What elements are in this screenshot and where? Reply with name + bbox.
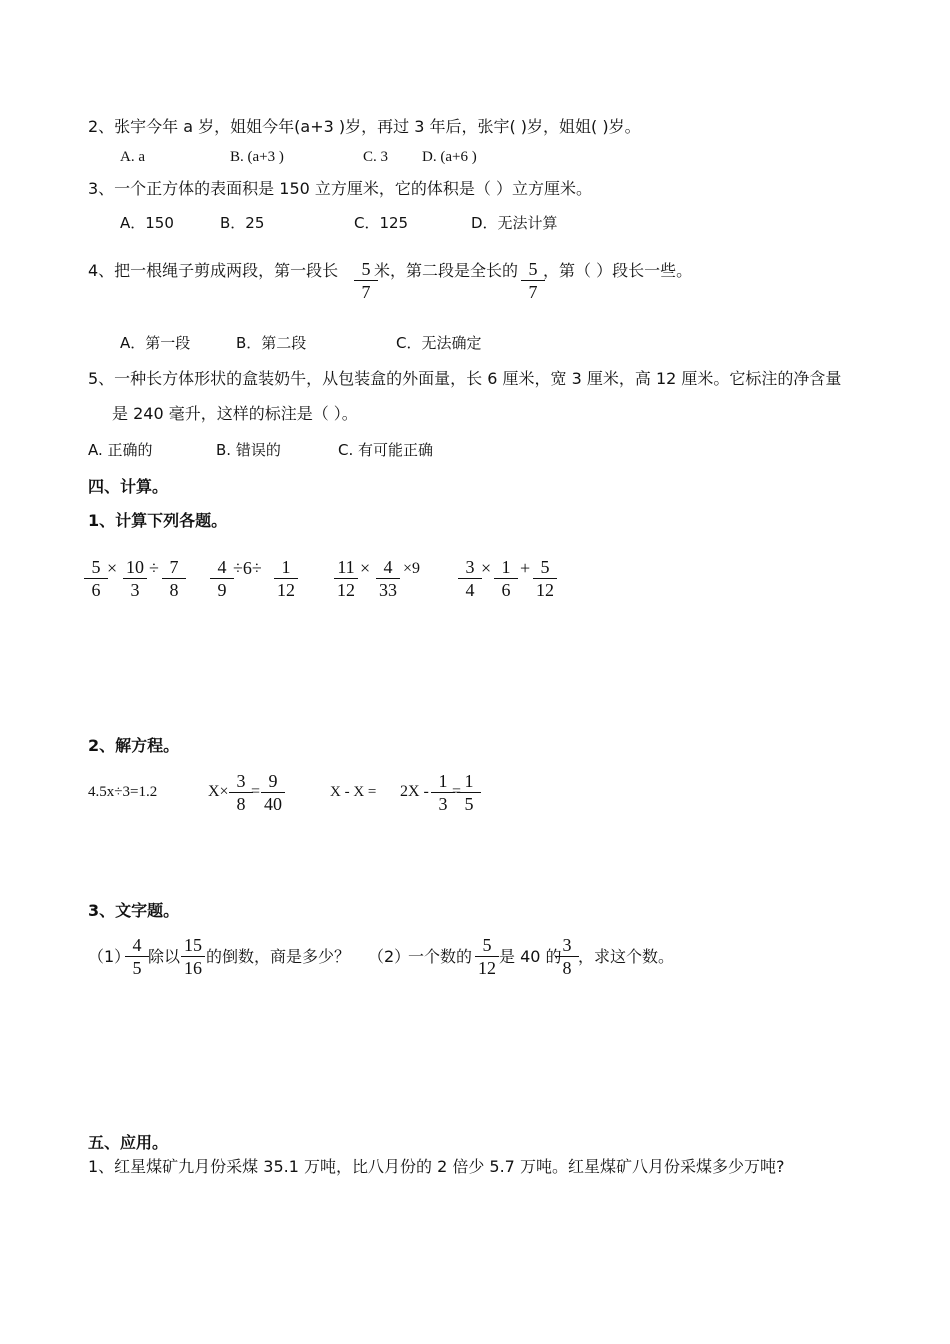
q2-option-d: D. (a+6 ) xyxy=(422,149,477,165)
expr2-op1: ÷6÷ xyxy=(233,558,262,578)
numerator: 1 xyxy=(457,771,481,793)
expr4-fraction-2 xyxy=(494,557,518,601)
expr3-op2: ×9 xyxy=(403,560,421,577)
denominator: 7 xyxy=(528,282,538,302)
equation-1: 4.5x÷3=1.2 xyxy=(88,784,158,800)
denominator: 6 xyxy=(501,580,511,600)
q3-option-d: D．无法计算 xyxy=(471,214,558,232)
q5-line2: 是 240 毫升，这样的标注是（ ）。 xyxy=(112,404,358,423)
numerator: 4 xyxy=(376,557,400,579)
q5-line1: 5、一种长方体形状的盒装奶牛，从包装盒的外面量，长 6 厘米，宽 3 厘米，高 12 厘米。它标注的净含量 xyxy=(88,369,842,388)
section-4-sub1-title: 1、计算下列各题。 xyxy=(88,511,228,530)
numerator: 1 xyxy=(494,557,518,579)
expr4-fraction-1 xyxy=(458,557,482,601)
numerator: 4 xyxy=(125,935,149,957)
q2-option-a: A. a xyxy=(120,149,145,165)
denominator: 12 xyxy=(536,580,554,600)
numerator: 11 xyxy=(334,557,358,579)
denominator: 12 xyxy=(277,580,295,600)
numerator: 15 xyxy=(181,935,205,957)
numerator: 10 xyxy=(123,557,147,579)
equation-2-equals: = xyxy=(251,783,261,800)
numerator: 5 xyxy=(475,935,499,957)
expr3-fraction-2 xyxy=(376,557,400,601)
q4-text-part3: ，第（ ）段长一些。 xyxy=(543,261,693,280)
denominator: 8 xyxy=(236,794,246,814)
numerator: 9 xyxy=(261,771,285,793)
denominator: 5 xyxy=(464,794,474,814)
expr1-op1: × xyxy=(107,558,118,578)
q4-option-c: C．无法确定 xyxy=(396,334,482,352)
word-problem-1-fraction-1 xyxy=(125,935,149,979)
numerator: 3 xyxy=(229,771,253,793)
numerator: 3 xyxy=(555,935,579,957)
equation-4-fraction-2 xyxy=(457,771,481,815)
q2-option-b: B. (a+3 ) xyxy=(230,149,284,165)
word-problem-2-label: （2） xyxy=(368,947,411,966)
q3-option-b: B．25 xyxy=(220,214,265,232)
denominator: 6 xyxy=(91,580,101,600)
q2-stem: 2、张宇今年 a 岁，姐姐今年(a+3 )岁，再过 3 年后，张宇( )岁，姐姐( )岁。 xyxy=(88,117,641,136)
equation-3: X - X = xyxy=(330,784,377,800)
q3-option-c: C．125 xyxy=(354,214,409,232)
q3-option-a: A．150 xyxy=(120,214,174,232)
q4-text-part1: 4、把一根绳子剪成两段，第一段长 xyxy=(88,261,339,280)
numerator: 5 xyxy=(354,259,378,281)
section-4-title: 四、计算。 xyxy=(88,477,169,496)
expr4-op1: × xyxy=(481,558,492,578)
word-problem-1-fraction-2 xyxy=(181,935,205,979)
q4-option-a: A．第一段 xyxy=(120,334,191,352)
numerator: 4 xyxy=(210,557,234,579)
equation-4-prefix: 2X - xyxy=(400,783,429,800)
word-problem-2-text-1: 一个数的 xyxy=(408,947,473,966)
equation-2-fraction-1 xyxy=(229,771,253,815)
denominator: 8 xyxy=(169,580,179,600)
section-5-title: 五、应用。 xyxy=(88,1133,169,1152)
q4-text-part2: 米，第二段是全长的 xyxy=(374,261,519,280)
numerator: 5 xyxy=(521,259,545,281)
q4-option-b: B．第二段 xyxy=(236,334,307,352)
q4-fraction-2 xyxy=(521,259,545,303)
denominator: 5 xyxy=(132,958,142,978)
word-problem-1-text-1: 除以 xyxy=(148,947,181,966)
denominator: 3 xyxy=(130,580,140,600)
q3-stem: 3、一个正方体的表面积是 150 立方厘米，它的体积是（ ）立方厘米。 xyxy=(88,179,592,198)
numerator: 5 xyxy=(533,557,557,579)
expr4-fraction-3 xyxy=(533,557,557,601)
expr4-op2: + xyxy=(520,558,531,578)
application-question-1: 1、红星煤矿九月份采煤 35.1 万吨，比八月份的 2 倍少 5.7 万吨。红星煤矿八月份采煤多少万吨? xyxy=(88,1157,785,1176)
word-problem-2-text-3: ，求这个数。 xyxy=(578,947,675,966)
denominator: 33 xyxy=(379,580,397,600)
numerator: 3 xyxy=(458,557,482,579)
numerator: 1 xyxy=(274,557,298,579)
expr3-op1: × xyxy=(360,558,371,578)
numerator: 7 xyxy=(162,557,186,579)
expr2-fraction-2 xyxy=(274,557,298,601)
section-4-sub3-title: 3、文字题。 xyxy=(88,901,180,920)
denominator: 9 xyxy=(217,580,227,600)
word-problem-1-label: （1） xyxy=(88,947,131,966)
numerator: 1 xyxy=(431,771,455,793)
expr1-fraction-3 xyxy=(162,557,186,601)
word-problem-1-text-2: 的倒数，商是多少？ xyxy=(206,947,351,966)
denominator: 40 xyxy=(264,794,282,814)
expr3-fraction-1 xyxy=(334,557,358,601)
q5-option-a: A. 正确的 xyxy=(88,441,153,459)
expr1-fraction-2 xyxy=(123,557,147,601)
equation-2-prefix: X× xyxy=(208,783,229,800)
denominator: 16 xyxy=(184,958,202,978)
q5-option-b: B. 错误的 xyxy=(216,441,281,459)
denominator: 12 xyxy=(337,580,355,600)
equation-4-equals: = xyxy=(452,783,462,800)
denominator: 3 xyxy=(438,794,448,814)
q5-option-c: C. 有可能正确 xyxy=(338,441,434,459)
expr1-fraction-1 xyxy=(84,557,108,601)
word-problem-2-text-2: 是 40 的 xyxy=(499,947,562,966)
expr2-fraction-1 xyxy=(210,557,234,601)
denominator: 4 xyxy=(465,580,475,600)
denominator: 7 xyxy=(361,282,371,302)
expr1-op2: ÷ xyxy=(149,558,159,578)
word-problem-2-fraction-1 xyxy=(475,935,499,979)
denominator: 8 xyxy=(562,958,572,978)
word-problem-2-fraction-2 xyxy=(555,935,579,979)
q2-option-c: C. 3 xyxy=(363,149,389,165)
numerator: 5 xyxy=(84,557,108,579)
section-4-sub2-title: 2、解方程。 xyxy=(88,736,180,755)
denominator: 12 xyxy=(478,958,496,978)
equation-2-fraction-2 xyxy=(261,771,285,815)
